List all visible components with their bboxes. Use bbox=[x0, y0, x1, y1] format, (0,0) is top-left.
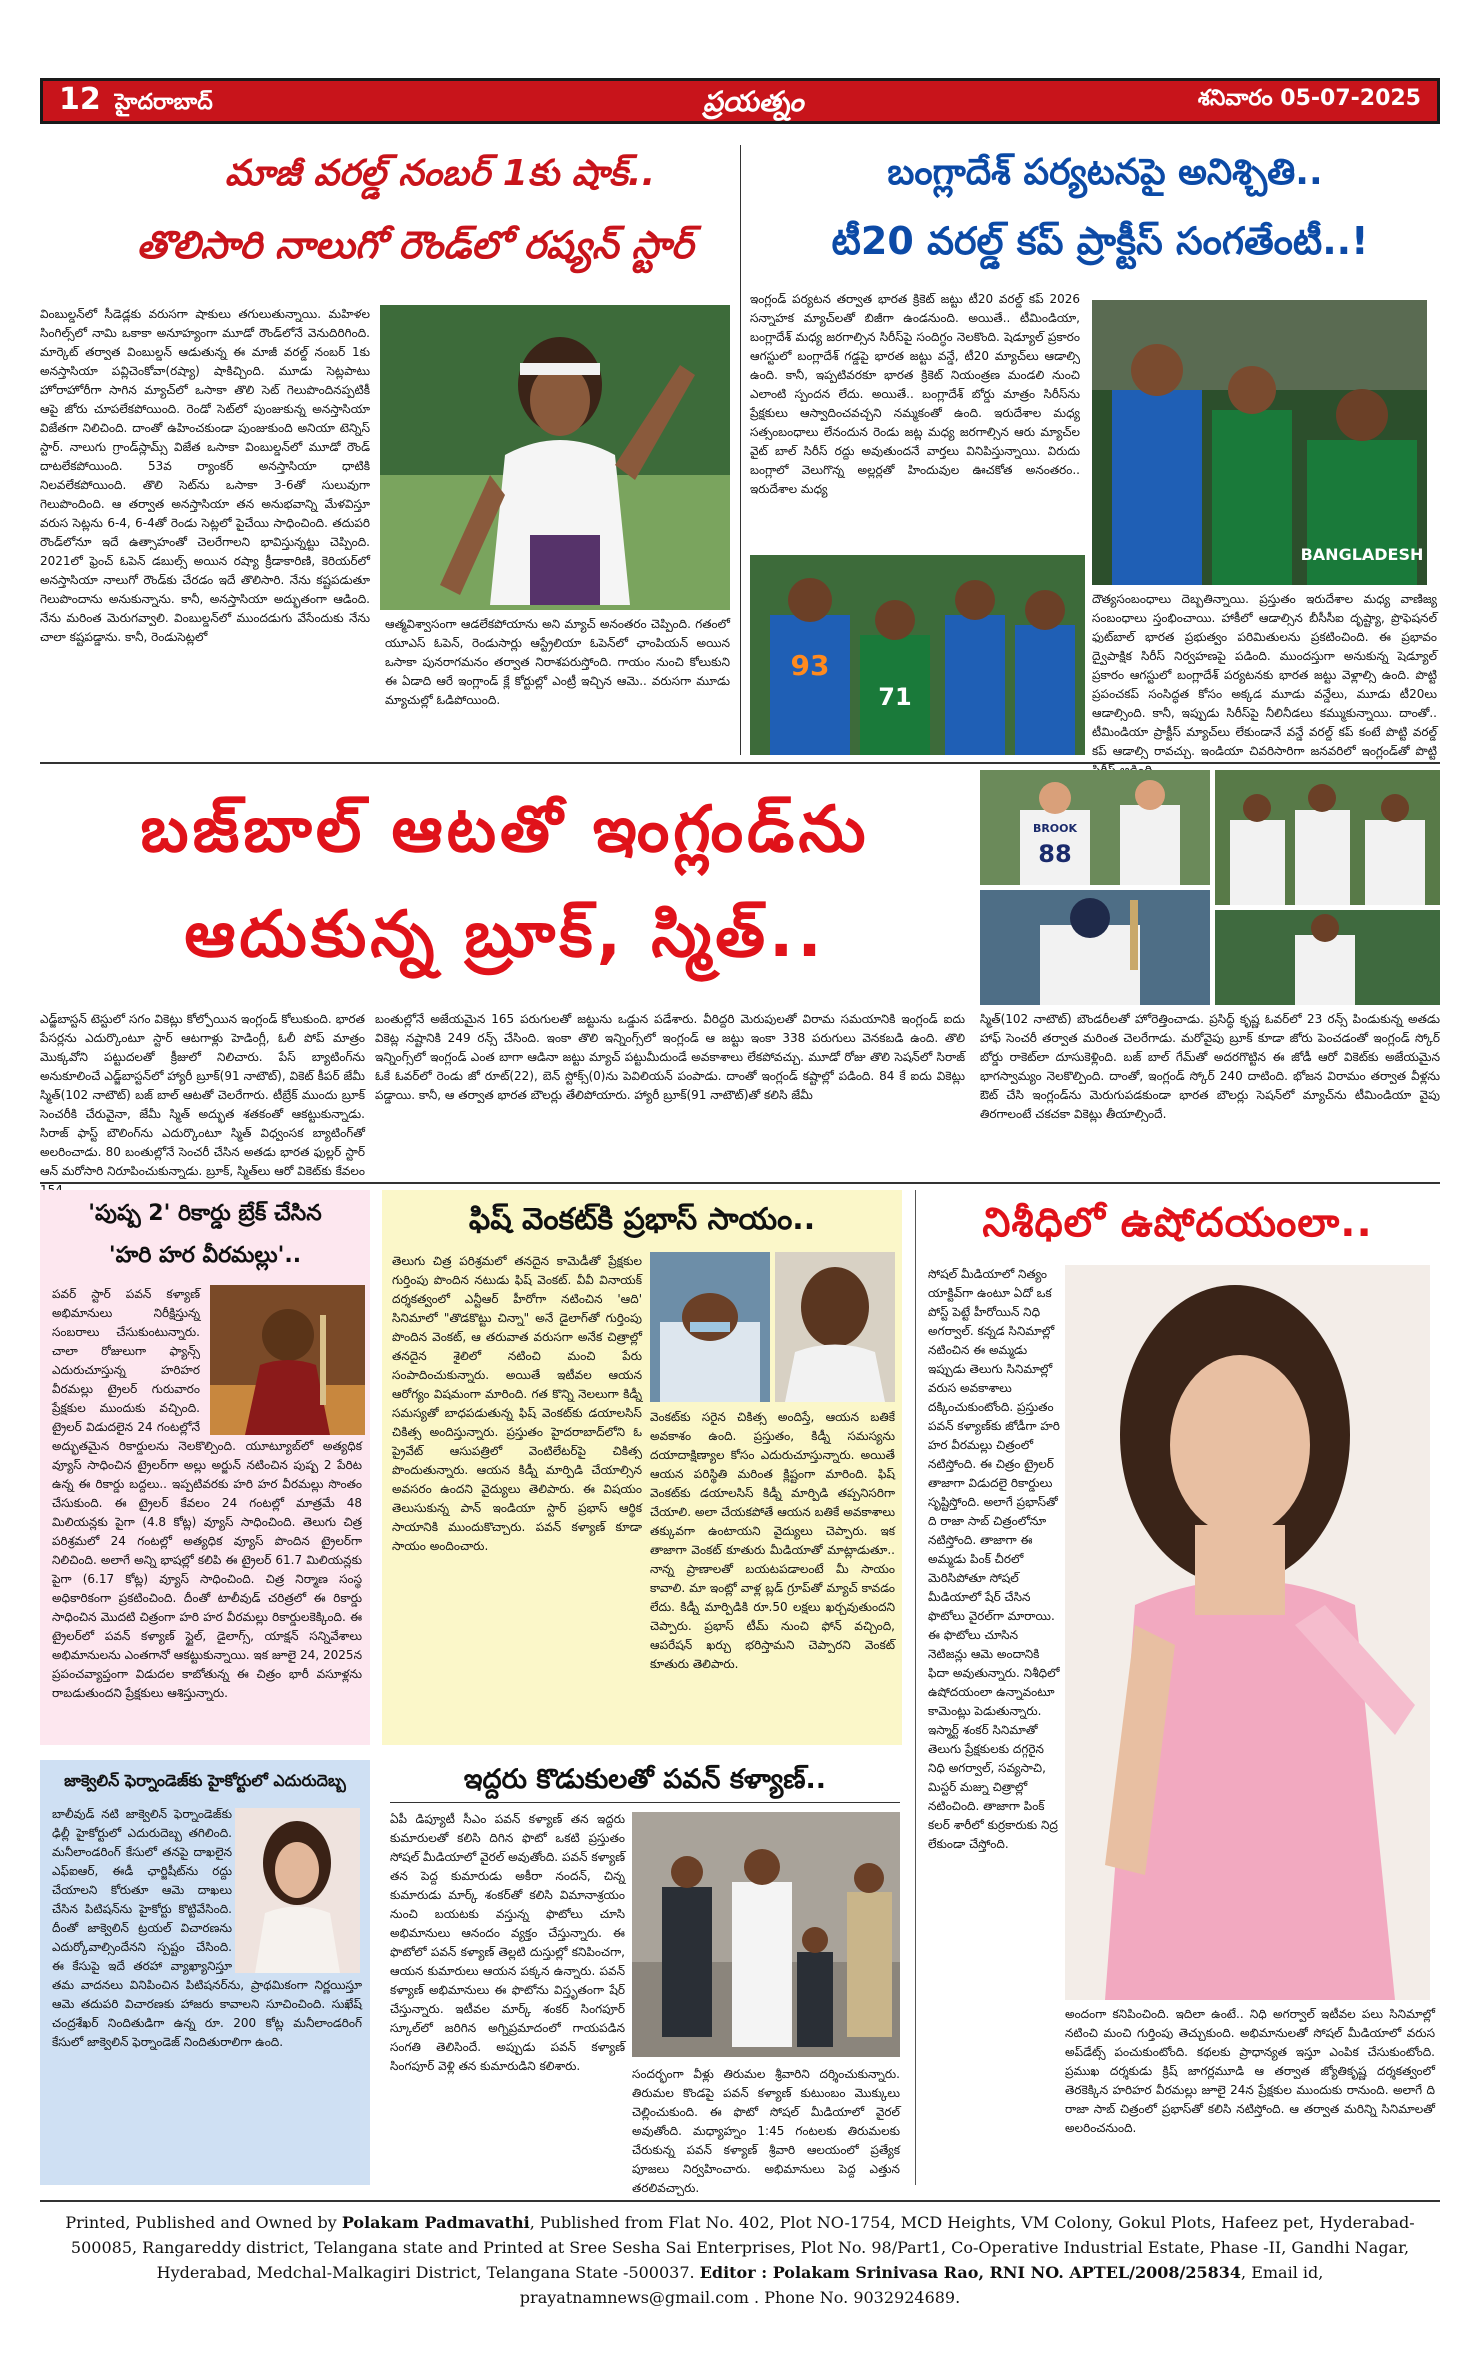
page-number: 12 bbox=[59, 82, 101, 117]
city-label: హైదరాబాద్ bbox=[114, 90, 213, 115]
imprint-printed-by: Printed, Published and Owned by bbox=[65, 2213, 342, 2232]
issue-date: శనివారం 05-07-2025 bbox=[1197, 86, 1421, 111]
bangladesh-team-photo bbox=[1092, 300, 1427, 585]
bazball-body-col2: బంతుల్లోనే అజేయమైన 165 పరుగులతో జట్టును ఒడ్డున పడేశారు. వీరిద్దరి మెరుపులతో విరామ సమయానికి ఇంగ్లండ్ ఐదు వికెట్ల నష్టానికి 249 రన్స్ చేసింది. ఇంకా తొలి ఇన్నింగ్స్‌లో ఇంగ్లండ్ ఆ జట్టు ఇంకా 338 పరుగులు వెనకబడి ఉంది. తొలి ఇన్నింగ్స్‌లో ఇంగ్లండ్ ఎంత బాగా ఆడినా జట్టు మ్యాచ్ పట్టుమీదుండే అవకాశాలు లేకపోవచ్చు. మూడో రోజు తొలి సెషన్‌లో సిరాజ్ ఓకే ఓవర్‌లో రెండు జో రూట్(22), బెన్ స్టోక్స్(0)ను పెవిలియన్ పంపాడు. దాంతో ఇంగ్లండ్ కష్టాల్లో పడింది. 84 కే ఐదు వికెట్లు పడ్డాయి. కానీ, ఆ తర్వాత భారత బౌలర్లు తేలిపోయారు. హ్యారీ బ్రూక్(91 నాటౌట్)తో కలిసి జేమీ bbox=[375, 1012, 965, 1102]
brook-jersey-number: 88 bbox=[1038, 840, 1072, 868]
nidhhi-photo bbox=[1065, 1265, 1430, 2000]
bazball-body-col3: స్మిత్(102 నాటౌట్) బౌండరీలతో హోరెత్తించాడు. ప్రసిద్ధ్ కృష్ణ ఓవర్‌లో 23 రన్స్ పిండుకున్న అతడు హాఫ్ సెంచరీ తర్వాత మరింత చెలరేగాడు. మరోవైపు బ్రూక్ కూడా జోరు పెంచడంతో ఇంగ్లండ్ స్కోర్ బోర్డు రాకెట్‌లా దూసుకెళ్లింది. బజ్ బాల్ గేమ్‌తో అదరగొట్టిన ఈ జోడీ ఆరో వికెట్‌కు అజేయమైన భాగస్వామ్యం నెలకొల్పింది. దాంతో, ఇంగ్లండ్ స్కోర్ 240 దాటింది. భోజన విరామం తర్వాత వీళ్లను ఔట్ చేసి ఇంగ్లండ్‌ను మెరుగుపడకుండా భారత బౌలర్లు సెషన్‌లో మ్యాచ్‌ను టీమిండియా వైపు తిరగాలంటే చకచకా వికెట్లు తీయాల్సిందే. bbox=[980, 1012, 1440, 1121]
jersey-number-93: 93 bbox=[790, 649, 830, 682]
bangladesh-headline-1: బంగ్లాదేశ్ పర్యటనపై అనిశ్చితి.. bbox=[887, 152, 1323, 193]
bangladesh-headline-2: టీ20 వరల్డ్ కప్ ప్రాక్టీస్ సంగతేంటీ..! bbox=[831, 219, 1369, 263]
jacqueline-headline: జాక్వెలిన్ ఫెర్నాండెజ్‌కు హైకోర్టులో ఎదురుదెబ్బ bbox=[64, 1771, 346, 1790]
osaka-headline-1: మాజీ వరల్డ్ నంబర్ 1కు షాక్.. bbox=[224, 153, 656, 194]
column-divider bbox=[740, 145, 741, 755]
bangladesh-body-col1: ఇంగ్లండ్ పర్యటన తర్వాత భారత క్రికెట్ జట్టు టీ20 వరల్డ్ కప్ 2026 సన్నాహక మ్యాచ్‌లతో బిజీగా ఉండనుంది. అయితే.. టీమిండియా, బంగ్లాదేశ్ మధ్య జరగాల్సిన సిరీస్‌పై సందిగ్ధం నెలకొంది. షెడ్యూల్ ప్రకారం ఆగస్టులో బంగ్లాదేశ్ గడ్డపై భారత జట్టు వన్డే, టీ20 మ్యాచ్‌లు ఆడాల్సి ఉంది. కానీ, ఇప్పటివరకూ భారత క్రికెట్ నియంత్రణ మండలి నుంచి ఎలాంటి స్పందన లేదు. అయితే.. బంగ్లాదేశ్ బోర్డు మాత్రం సిరీస్‌ను ప్రేక్షకులు ఆస్వాదించవచ్చని నమ్మకంతో ఉంది. ఇరుదేశాల మధ్య సత్సంబంధాలు లేనందున రెండు జట్ల మధ్య జరగాల్సిన ఆరు మ్యాచ్‌ల వైట్ బాల్ సిరీస్ రద్దు అవుతుందనే వార్తలు వినిపిస్తున్నాయి. విరుదు బంగ్లాలో వెలుగొన్న అల్లర్లతో హిందువుల ఊచకోత అనంతరం.. ఇరుదేశాల మధ్య bbox=[750, 292, 1080, 496]
float-spacer bbox=[200, 1285, 362, 1435]
fish-body-col1: తెలుగు చిత్ర పరిశ్రమలో తనదైన కామెడీతో ప్రేక్షకుల గుర్తింపు పొందిన నటుడు ఫిష్ వెంకట్. వీవీ వినాయక్ దర్శకత్వంలో ఎన్టీఆర్ హీరోగా నటించిన 'ఆది' సినిమాలో "తొడకొట్టు చిన్నా" అనే డైలాగ్‌తో గుర్తింపు పొందిన వెంకట్, ఆ తరువాత వరుసగా అనేక చిత్రాల్లో తనదైన శైలిలో నటించి మంచి పేరు సంపాదించుకున్నారు. అయితే ఇటీవల ఆయన ఆరోగ్యం విషమంగా మారింది. గత కొన్ని నెలలుగా కిడ్నీ సమస్యతో బాధపడుతున్న ఫిష్ వెంకట్‌కు డయాలసిస్ చికిత్స అందిస్తున్నారు. ప్రస్తుతం హైదరాబాద్‌లోని ఓ ప్రైవేట్ ఆసుపత్రిలో వెంటిలేటర్‌పై చికిత్స పొందుతున్నారు. ఆయన కిడ్నీ మార్పిడి చేయాల్సిన అవసరం ఉందని వైద్యులు తెలిపారు. ఈ విషయం తెలుసుకున్న పాన్ ఇండియా స్టార్ ప్రభాస్ ఆర్థిక సాయానికి ముందుకొచ్చారు. పవన్ కళ్యాణ్ కూడా సాయం అందించారు. bbox=[392, 1254, 642, 1553]
masthead bbox=[40, 78, 1440, 124]
osaka-body-col1: వింబుల్డన్‌లో సీడెడ్ల‌కు వరుసగా షాకులు తగులుతున్నాయి. మహిళల సింగిల్స్‌లో నామి ఒకాకా అనూహ్యంగా మూడో రౌండ్‌లోనే వెనుదిరిగింది. మార్కెట్ తర్వాత వింబుల్డన్ ఆడుతున్న ఈ మాజీ వరల్డ్ నంబర్ 1కు అనస్తాసియా పవ్లిచెంకోవా(రష్యా) షాకిచ్చింది. మూడు సెట్లపాటు హోరాహోరీగా సాగిన మ్యాచ్‌లో ఒసాకా తొలి సెట్ గెలుపొందినప్పటికీ ఆపై జోరు చూపలేకపోయింది. రెండో సెట్‌లో పుంజుకున్న అనస్తాసియా విజేతగా నిలిచింది. దాంతో ఉహించకుండా పుంజుకుంది అనియా టెన్నిస్ స్టార్. నాలుగు గ్రాండ్‌స్లామ్స్ విజేత ఒసాకా వింబుల్డన్‌లో మూడో రౌండ్ దాటలేకపోయింది. 53వ ర్యాంకర్ అనస్తాసియా ధాటికి నిలవలేకపోయింది. తొలి సెట్‌ను ఒసాకా 3-6తో సులువుగా గెలుపొందింది. ఆ తర్వాత అనస్తాసియా తన అనుభవాన్ని మేళవిస్తూ వరుస సెట్లను 6-4, 6-4తో రెండు సెట్లలో పైచేయి సాధించింది. తదుపరి రౌండ్‌లోనూ ఇదే ఉత్సాహంతో చెలరేగాలని భావిస్తున్నట్టు చెప్పింది. 2021లో ఫ్రెంచ్ ఓపెన్ డబుల్స్ అయిన రష్యా క్రీడాకారిణి, కెరియర్‌లో అనస్తాసియా నాలుగో రౌండ్‌కు చేరడం ఇదే తొలిసారి. నేను కష్టపడుతూ గెలుపొందాను అనుకున్నాను. కానీ, అనస్తాసియా అద్భుతంగా ఆడింది. నేను మరింత మెరుగవ్వాలి. వింబుల్డన్‌లో ముందడుగు వేసేందుకు నేను చాలా కష్టపడ్డాను. కానీ, రెండుసెట్లలో bbox=[40, 307, 370, 644]
jacqueline-body-text: బాలీవుడ్ నటి జాక్వెలిన్ ఫెర్నాండెజ్‌కు ఢిల్లీ హైకోర్టులో ఎదురుదెబ్బ తగిలింది. మనీలాండరింగ్ కేసులో తనపై దాఖలైన ఎఫ్ఐఆర్, ఈడీ ఛార్జిషీట్‌ను రద్దు చేయాలని కోరుతూ ఆమె దాఖలు చేసిన పిటిషన్‌ను హైకోర్టు కొట్టివేసింది. దీంతో జాక్వెలిన్ ట్రయల్ విచారణను ఎదుర్కోవాల్సిందేనని స్పష్టం చేసింది. ఈ కేసుపై ఇదే తరహా వ్యాఖ్యానిస్తూ తమ వాదనలు వినిపించిన పిటిషనర్‌ను, ప్రాథమికంగా నిర్ణయిస్తూ ఆమె తదుపరి విచారణకు హాజరు కావాలని సూచించింది. సుఖేష్ చంద్రశేఖర్ నిందితుడిగా ఉన్న రూ. 200 కోట్ల మనీలాండరింగ్ కేసులో జాక్వెలిన్ ఫెర్నాండెజ్ నిందితురాలిగా ఉంది. bbox=[52, 1807, 362, 2049]
fish-portrait-photo bbox=[775, 1252, 895, 1402]
osaka-body-col2: ఆత్మవిశ్వాసంగా ఆడలేకపోయాను అని మ్యాచ్ అనంతరం చెప్పింది. గతంలో యూఎస్ ఓపెన్, రెండుసార్లు ఆస్ట్రేలియా ఓపెన్‌లో ఛాంపియన్ అయిన ఒసాకా పునరాగమనం తర్వాత నిరాశపరుస్తోంది. గాయం నుంచి కోలుకుని ఈ ఏడాది ఆరే ఇంగ్లాండ్ క్లే కోర్టుల్లో ఎంట్రీ ఇచ్చిన ఆమె.. వరుసగా మూడు మ్యాచుల్లో ఓడిపోయింది. bbox=[385, 617, 730, 707]
brook-jersey-name: BROOK bbox=[1032, 822, 1078, 835]
jersey-number-71: 71 bbox=[878, 683, 912, 711]
imprint-editor: Polakam Srinivasa Rao bbox=[772, 2263, 979, 2282]
nidhhi-body-col1: సోషల్ మీడియాలో నిత్యం యాక్టివ్‌గా ఉంటూ ఏదో ఒక పోస్ట్ పెట్టే హీరోయిన్ నిధి అగర్వాల్. కన్నడ సినిమాల్లో నటించిన ఈ అమ్మడు ఇప్పుడు తెలుగు సినిమాల్లో వరుస అవకాశాలు దక్కించుకుంటోంది. ప్రస్తుతం పవన్ కళ్యాణ్‌కు జోడీగా హరి హర వీరమల్లు చిత్రంలో నటిస్తోంది. ఈ చిత్రం ట్రైలర్ తాజాగా విడుదలై రికార్డులు సృష్టిస్తోంది. అలాగే ప్రభాస్‌తో ది రాజా సాబ్ చిత్రంలోనూ నటిస్తోంది. తాజాగా ఈ అమ్మడు పింక్ చీరలో మెరిసిపోతూ సోషల్ మీడియాలో షేర్ చేసిన ఫొటోలు వైరల్‌గా మారాయి. ఈ ఫొటోలు చూసిన నెటిజన్లు ఆమె అందానికి ఫిదా అవుతున్నారు. నిశీధిలో ఉషోదయంలా ఉన్నావంటూ కామెంట్లు పెడుతున్నారు. ఇస్మార్ట్ శంకర్ సినిమాతో తెలుగు ప్రేక్షకులకు దగ్గరైన నిధి అగర్వాల్, సవ్యసాచి, మిస్టర్ మజ్ను చిత్రాల్లో నటించింది. తాజాగా పింక్ కలర్ శారీలో కుర్రకారుకు నిద్ర లేకుండా చేస్తోంది. bbox=[928, 1267, 1060, 1851]
imprint-footer bbox=[40, 2200, 1440, 2310]
bangladesh-body-col2: దౌత్యసంబంధాలు దెబ్బతిన్నాయి. ప్రస్తుతం ఇరుదేశాల మధ్య వాణిజ్య సంబంధాలు స్తంభించాయి. హాకీలో ఆడాల్సిన బీసీసీఐ దృష్ట్యా, ప్రొఫెషనల్ ఫుట్‌బాల్ భారత ప్రభుత్వం పరిమితులను ప్రకటించింది. ఈ ప్రభావం ద్వైపాక్షిక సిరీస్ నిర్వహణపై పడింది. ముందస్తుగా అనుకున్న షెడ్యూల్ ప్రకారం ఆగస్టులో బంగ్లాదేశ్ పర్యటనకు భారత జట్టు వెళ్లాల్సి ఉంది. పొట్టి ప్రపంచకప్ సంసిద్ధత కోసం అక్కడ మూడు వన్డేలు, మూడు టీ20లు ఆడాల్సింది. కానీ, ఇప్పుడు సిరీస్‌పై నీలినీడలు కమ్ముకున్నాయి. దాంతో.. టీమిండియా ప్రాక్టీస్ మ్యాచ్‌లు లేకుండానే వన్డే వరల్డ్ కప్ కంటే పొట్టి వరల్డ్ కప్ ఆడాల్సి రావచ్చు. ఇండియా చివరిసారిగా జనవరిలో ఇంగ్లండ్‌తో పొట్టి bbox=[1092, 592, 1437, 758]
smith-photo bbox=[980, 890, 1210, 1005]
bowler-photo bbox=[1215, 910, 1440, 1005]
pawan-body-col2: సందర్భంగా వీళ్లు తిరుమల శ్రీవారిని దర్శించుకున్నారు. తిరుమల కొండపై పవన్ కళ్యాణ్ కుటుంబం మొక్కులు చెల్లించుకుంది. ఈ ఫొటో సోషల్ మీడియాలో వైరల్ అవుతోంది. మధ్యాహ్నం 1:45 గంటలకు తిరుమలకు చేరుకున్న పవన్ కళ్యాణ్ శ్రీవారి ఆలయంలో ప్రత్యేక పూజలు నిర్వహించారు. అభిమానులు పెద్ద ఎత్తున తరలివచ్చారు. bbox=[632, 2067, 900, 2195]
imprint-editor-label: Editor : bbox=[699, 2263, 773, 2282]
fish-body-col2: వెంకట్‌కు సరైన చికిత్స అందిస్తే, ఆయన బతికే అవకాశం ఉంది. ప్రస్తుతం, కిడ్నీ సమస్యను దయాదాక్షిణ్యాల కోసం ఎదురుచూస్తున్నారు. అయితే ఆయన పరిస్థితి మరింత క్లిష్టంగా మారింది. ఫిష్ వెంకట్‌కు డయాలసిస్ కిడ్నీ మార్పిడి తప్పనిసరిగా చేయాలి. అలా చేయకపోతే ఆయన బతికే అవకాశాలు తక్కువగా ఉంటాయని వైద్యులు చెప్పారు. ఇక తాజాగా వెంకట్ కూతురు మీడియాతో మాట్లాడుతూ.. నాన్న ప్రాణాలతో బయటపడాలంటే మీ సాయం కావాలి. మా ఇంట్లో వాళ్ల బ్లడ్ గ్రూప్‌తో మ్యాచ్ కావడం లేదు. కిడ్నీ మార్పిడికి రూ.50 లక్షలు ఖర్చవుతుందని చెప్పారు. ప్రభాస్ టీమ్ నుంచి ఫోన్ వచ్చింది, ఆపరేషన్ ఖర్చు భరిస్తామని చెప్పారని వెంకట్ కూతురు తెలిపారు. bbox=[650, 1410, 895, 1671]
pawan-sons-photo bbox=[632, 1812, 900, 2057]
pawan-body-col1: ఏపీ డిప్యూటీ సీఎం పవన్ కళ్యాణ్ తన ఇద్దరు కుమారులతో కలిసి దిగిన ఫొటో ఒకటి ప్రస్తుతం సోషల్ మీడియాలో వైరల్ అవుతోంది. పవన్ కళ్యాణ్ తన పెద్ద కుమారుడు అకీరా నందన్, చిన్న కుమారుడు మార్క్ శంకర్‌తో కలిసి విమానాశ్రయం నుంచి బయటకు వస్తున్న ఫొటోలు చూసి అభిమానులు ఆనందం వ్యక్తం చేస్తున్నారు. ఈ ఫొటోలో పవన్ కళ్యాణ్ తెల్లటి దుస్తుల్లో కనిపించగా, ఆయన కుమారులు ఆయన పక్కన ఉన్నారు. పవన్ కళ్యాణ్ అభిమానులు ఈ ఫొటోను విస్తృతంగా షేర్ చేస్తున్నారు. ఇటీవల మార్క్ శంకర్ సింగపూర్ స్కూల్‌లో జరిగిన అగ్నిప్రమాదంలో గాయపడిన సంగతి తెలిసిందే. అప్పుడు పవన్ కళ్యాణ్ సింగపూర్ వెళ్లి తన కుమారుడిని కలిశారు. bbox=[390, 1812, 625, 2073]
jacqueline-photo bbox=[235, 1808, 360, 1973]
paper-name: ప్రయత్నం bbox=[703, 85, 804, 118]
bazball-headline-2: ఆదుకున్న బ్రూక్, స్మిత్.. bbox=[184, 898, 826, 972]
headline-underline bbox=[390, 1802, 900, 1803]
nidhhi-body-col2: అందంగా కనిపించింది. ఇదిలా ఉంటే.. నిధి అగర్వాల్ ఇటీవల పలు సినిమాల్లో నటించి మంచి గుర్తింపు తెచ్చుకుంది. అభిమానులతో సోషల్ మీడియాలో వరుస అప్‌డేట్స్ పంచుకుంటోంది. కథలకు ప్రాధాన్యత ఇస్తూ ఎంపిక చేసుకుంటోంది. ప్రముఖ దర్శకుడు క్రిష్ జాగర్లమూడి ఆ తర్వాత జ్యోతికృష్ణ దర్శకత్వంలో తెరకెక్కిన హరిహర వీరమల్లు జూలై 24న ప్రేక్షకుల ముందుకు రానుంది. అలాగే ది రాజా సాబ్ చిత్రంలో ప్రభాస్‌తో కలిసి నటిస్తోంది. ఆ తర్వాత మరిన్ని సినిమాలతో అలరించనుంది. bbox=[1065, 2007, 1435, 2135]
india-celebration-photo bbox=[1215, 770, 1440, 905]
imprint-rni: , RNI NO. APTEL/2008/25834 bbox=[978, 2263, 1242, 2282]
section-divider bbox=[40, 762, 1440, 764]
bangladesh-jersey-text: BANGLADESH bbox=[1300, 545, 1424, 564]
fish-hospital-photo bbox=[650, 1252, 770, 1402]
section-divider bbox=[40, 1182, 1440, 1184]
nidhhi-headline: నిశీధిలో ఉషోదయంలా.. bbox=[982, 1200, 1373, 1246]
pushpa-headline-2: 'హరి హర వీరమల్లు'.. bbox=[108, 1243, 302, 1268]
osaka-photo bbox=[380, 305, 730, 610]
bazball-body-col1: ఎడ్జ్‌బాస్టన్ టెస్టులో సగం వికెట్లు కోల్పోయిన ఇంగ్లండ్ కోలుకుంది. భారత పేసర్లను ఎదుర్కొంటూ స్టార్ ఆటగాళ్లు హెడింగ్లీ, ఓలీ పోప్ మాత్రం మొక్కవోని పట్టుదలతో క్రీజులో నిలిచారు. పేస్ బ్యాటింగ్‌ను అనుకూలించే ఎడ్జ్‌బాస్టన్‌లో హ్యారీ బ్రూక్(91 నాటౌట్), వికెట్ కీపర్ జేమీ స్మిత్(102 నాటౌట్) బజ్ బాల్ ఆటతో చెలరేగారు. టీబ్రేక్ ముందు బ్రూక్ సెంచరీకి చేరువైనా, జేమీ స్మిత్ అద్భుత శతకంతో ఆకట్టుకున్నాడు. సిరాజ్ ఫాస్ట్ బౌలింగ్‌ను ఎదుర్కొంటూ స్మిత్ విధ్వంసక బ్యాటింగ్‌తో అలరించాడు. 80 బంతుల్లోనే సెంచరీ చేసిన అతడు భారత ఫుల్లర్ స్టార్ ఆన్ మరోసారి నిరూపించుకున్నాడు. బ్రూక్, స్మిత్‌లు ఆరో వికెట్‌కు కేవలం bbox=[40, 1012, 365, 1178]
fish-headline: ఫిష్ వెంకట్‌కి ప్రభాస్ సాయం.. bbox=[468, 1202, 816, 1237]
imprint-owner: Polakam Padmavathi bbox=[341, 2213, 530, 2232]
imprint-address: , Published from Flat No. 402, Plot NO-1754, MCD Heights, VM Colony, Gokul Plots, Hafeez pet, Hyderabad-500085, Rangareddy district, Telangana state and Printed at Sree Sesha Sai Enterprises, Plot No. 98/Part1, Co-Operative Industrial Estate, Phase -II, Gandhi Nagar, Hyderabad, Medchal-Malkagiri District, Telangana State -500037. bbox=[70, 2213, 1415, 2282]
bazball-headline-1: బజ్‌బాల్ ఆటతో ఇంగ్లండ్‌ను bbox=[140, 793, 870, 867]
pushpa-headline-1: 'పుష్ప 2' రికార్డు బ్రేక్ చేసిన bbox=[88, 1201, 322, 1226]
india-team-photo bbox=[750, 555, 1085, 755]
osaka-headline-2: తొలిసారి నాలుగో రౌండ్‌లో రష్యన్ స్టార్ bbox=[136, 223, 694, 267]
brook-photo bbox=[980, 770, 1210, 885]
pushpa-body bbox=[52, 1285, 362, 1740]
pushpa-body-text: పవర్ స్టార్ పవన్ కళ్యాణ్ అభిమానులు నిరీక్షిస్తున్న సంబరాలు చేసుకుంటున్నారు. చాలా రోజులుగా ఫ్యాన్స్ ఎదురుచూస్తున్న హరిహర వీరమల్లు ట్రైలర్ గురువారం ప్రేక్షకుల ముందుకు వచ్చింది. ట్రైలర్ విడుదలైన 24 గంటల్లోనే అద్భుతమైన రికార్డులను నెలకొల్పింది. యూట్యూబ్‌లో అత్యధిక వ్యూస్ సాధించిన ట్రైలర్‌గా అల్లు అర్జున్ నటించిన పుష్ప 2 పేరిట ఉన్న ఈ రికార్డు బద్దలు.. ఇప్పటివరకు హరి హర వీరమల్లు సొంతం చేసుకుంది. ఈ ట్రైలర్ కేవలం 24 గంటల్లో మాత్రమే 48 మిలియన్లకు పైగా (4.8 కోట్ల) వ్యూస్ సాధించింది. తెలుగు చిత్ర పరిశ్రమలో 24 గంటల్లో అత్యధిక వ్యూస్ పొందిన ట్రైలర్‌గా నిలిచింది. అలాగే అన్ని భాషల్లో కలిపి ఈ ట్రైలర్ 61.7 మిలియన్లకు పైగా (6.17 కోట్ల) వ్యూస్ సాధించింది. చిత్ర నిర్మాణ సంస్థ అధికారికంగా ప్రకటించింది. దీంతో టాలీవుడ్ చరిత్రలో ఈ రికార్డు సాధించిన మొదటి చిత్రంగా హరి హర వీరమల్లు రికార్డులకెక్కింది. ఈ ట్రైలర్‌లో పవన్ కళ్యాణ్ స్టైల్, డైలాగ్స్, యాక్షన్ సన్నివేశాలు అభిమానులను ఎంతగానో ఆకట్టుకున్నాయి. ఇక జూలై 24, 2025న ప్రపంచవ్యాప్తంగా విడుదల కాబోతున్న ఈ చిత్రం భారీ వసూళ్లను రాబడుతుందని ప్రేక్షకులు ఆశిస్తున్నారు. bbox=[52, 1287, 362, 1700]
imprint-contact: , Email id, prayatnamnews@gmail.com . Phone No. 9032924689. bbox=[519, 2263, 1324, 2307]
pawan-headline: ఇద్దరు కొడుకులతో పవన్ కళ్యాణ్.. bbox=[463, 1764, 827, 1795]
